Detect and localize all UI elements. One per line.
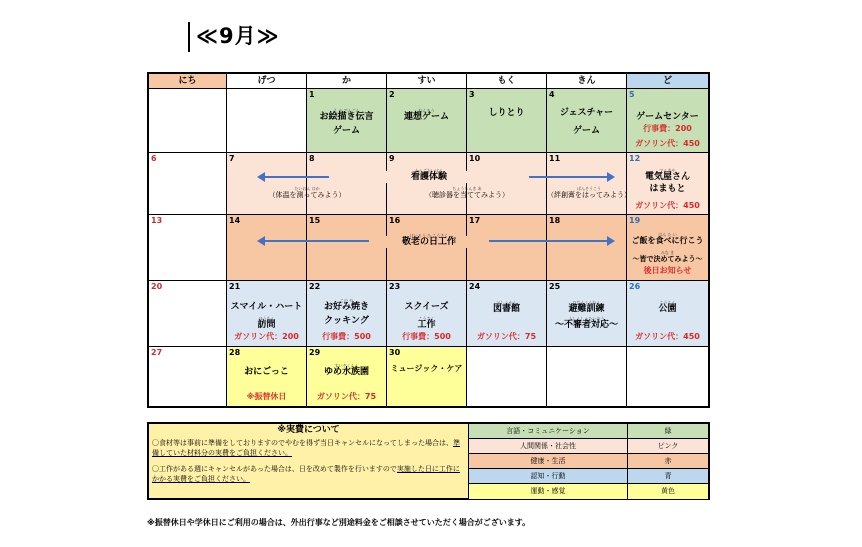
paragraph-underline: 準備していた材料分の実費をご負担ください。 [152, 439, 460, 457]
cost-notice-paragraph-1 [152, 438, 465, 458]
date-number: 6 [151, 154, 157, 163]
cost-notice-paragraph-2 [152, 464, 465, 484]
day-cell-29 [307, 347, 387, 406]
activity-text: ～皆で決めてみよう～ [632, 255, 703, 263]
date-number: 2 [389, 90, 395, 99]
gas-fee: ガソリン代：450 [635, 332, 700, 341]
date-number: 11 [549, 154, 561, 163]
activity-text: お好み焼き [323, 302, 369, 312]
activity-text: 避難訓練 [568, 304, 605, 314]
activity-label-line2 [387, 316, 466, 331]
activity-text: 看護体験 [410, 172, 447, 182]
footer-note: ※振替休日や学休日にご利用の場合は、外出行事など別途料金をご相談させていただく場合がございます。 [147, 518, 531, 527]
activity-label [627, 232, 708, 247]
date-number: 19 [629, 216, 641, 225]
day-cell-6 [149, 153, 227, 215]
weekday-header-fri: きん [547, 74, 627, 89]
date-number: 22 [309, 282, 321, 291]
gas-fee: ガソリン代：75 [316, 392, 377, 401]
date-number: 28 [229, 348, 241, 357]
day-cell-2 [387, 89, 467, 153]
activity-text: （体温を測ってみよう） [268, 191, 346, 199]
day-cell-25 [547, 281, 627, 347]
activity-label-line2 [627, 250, 708, 265]
date-number: 17 [469, 216, 481, 225]
legend-color: 青 [628, 469, 708, 484]
span-event-note-2 [387, 186, 547, 201]
day-cell-14 [227, 215, 307, 281]
day-cell-4 [547, 89, 627, 153]
date-number: 23 [389, 282, 401, 291]
ruby-text: はん た い [658, 232, 677, 237]
ruby-text: ひなんくんれん [572, 300, 601, 305]
activity-label-line2 [227, 316, 306, 331]
cost-notice-title: ※実費について [277, 425, 340, 435]
date-number: 21 [229, 282, 241, 291]
date-number: 1 [309, 90, 315, 99]
day-cell-3 [467, 89, 547, 153]
legend-category: 人間関係・社会性 [469, 439, 628, 454]
day-cell-23 [387, 281, 467, 347]
ruby-text: こうさく [418, 316, 435, 321]
activity-label: しりとり [488, 108, 525, 118]
day-cell-18 [547, 215, 627, 281]
ruby-text: かんごたいけん [414, 168, 443, 173]
activity-label [627, 168, 708, 183]
activity-label-line2: はまもと [649, 184, 686, 194]
gas-fee: ガソリン代：450 [635, 201, 700, 210]
date-number: 13 [151, 216, 163, 225]
day-cell-16 [387, 215, 467, 281]
date-number: 18 [549, 216, 561, 225]
day-cell-13 [149, 215, 227, 281]
ruby-text: たいおん はか [294, 186, 320, 191]
activity-text: 公園 [658, 304, 677, 314]
legend-color: ピンク [628, 439, 708, 454]
day-cell-21 [227, 281, 307, 347]
date-number: 26 [629, 282, 641, 291]
weekday-header-wed: すい [387, 74, 467, 89]
day-cell-19 [627, 215, 708, 281]
activity-label: おにごっこ [244, 367, 289, 377]
date-number: 30 [389, 348, 401, 357]
paragraph-underline: 実施した日に工作にかかる実費をご負担ください。 [152, 465, 460, 483]
day-cell-5 [627, 89, 708, 153]
announce-later: 後日お知らせ [643, 266, 692, 275]
day-cell-empty [627, 347, 708, 406]
gas-fee: ガソリン代：450 [635, 139, 700, 148]
ruby-text: ほうもん [258, 316, 275, 321]
activity-text: （聴診器を当ててみよう） [425, 191, 509, 199]
cost-notice [149, 424, 469, 498]
event-fee: 行事費：500 [402, 332, 451, 341]
activity-text: 敬老の日工作 [401, 237, 456, 247]
day-cell-1 [307, 89, 387, 153]
legend-color: 赤 [628, 454, 708, 469]
activity-label: スマイル・ハート [230, 302, 303, 312]
activity-text: ご飯を食べに行こう [631, 236, 704, 245]
date-number: 29 [309, 348, 321, 357]
date-number: 5 [629, 90, 635, 99]
date-number: 25 [549, 282, 561, 291]
span-event-note-3 [547, 186, 631, 201]
date-number: 24 [469, 282, 481, 291]
day-cell-20 [149, 281, 227, 347]
span-event-title [369, 233, 489, 248]
day-cell-empty [149, 89, 227, 153]
weekday-header-sun: にち [149, 74, 227, 89]
activity-label [627, 300, 708, 315]
day-cell-30 [387, 347, 467, 406]
ruby-text: けいろう ひ こうさく [409, 233, 449, 238]
substitute-holiday-note: ※振替休日 [246, 392, 287, 401]
weekday-header-thu: もく [467, 74, 547, 89]
legend-color: 黄色 [628, 484, 708, 499]
date-number: 3 [469, 90, 475, 99]
activity-text: お絵描き伝言 [319, 112, 374, 122]
ruby-text: みな き [660, 250, 675, 255]
ruby-text: でんきや [659, 168, 676, 173]
span-event-title [329, 168, 529, 183]
day-cell-26 [627, 281, 708, 347]
span-event-note-1 [227, 186, 387, 201]
legend-color: 緑 [628, 424, 708, 439]
day-cell-12 [627, 153, 708, 215]
activity-label: スクイーズ [404, 302, 449, 312]
ruby-text: え か でんごん [333, 108, 360, 113]
day-cell-28 [227, 347, 307, 406]
activity-label: ゲームセンター [636, 112, 699, 122]
weekday-header-tue: か [307, 74, 387, 89]
gas-fee: ガソリン代：200 [234, 332, 299, 341]
day-cell-22 [307, 281, 387, 347]
activity-text: 図書館 [492, 304, 520, 314]
calendar [147, 72, 710, 408]
activity-label-line2 [547, 316, 626, 331]
activity-label: ミュージック・ケア [390, 364, 463, 373]
ruby-text: としょかん [496, 300, 517, 305]
day-cell-empty [467, 347, 547, 406]
date-number: 12 [629, 154, 641, 163]
day-cell-17 [467, 215, 547, 281]
activity-text: 連想ゲーム [403, 112, 449, 122]
activity-label: ジェスチャー [559, 108, 614, 118]
activity-label [307, 108, 386, 123]
legend-box [147, 422, 710, 500]
day-cell-24 [467, 281, 547, 347]
activity-label [467, 300, 546, 315]
activity-text: 電気屋さん [644, 172, 690, 182]
activity-text: ～不審者対応～ [554, 320, 618, 330]
day-cell-empty [227, 89, 307, 153]
date-number: 14 [229, 216, 241, 225]
legend-category: 運動・感覚 [469, 484, 628, 499]
day-cell-15 [307, 215, 387, 281]
legend-category: 言語・コミュニケーション [469, 424, 628, 439]
activity-text: （絆創膏をはってみよう） [547, 191, 631, 199]
ruby-text: ばんそうこう [577, 186, 601, 191]
activity-text: 工作 [417, 320, 436, 330]
event-fee: 行事費：500 [322, 332, 371, 341]
ruby-text: こうえん [659, 300, 676, 305]
date-number: 27 [151, 348, 163, 357]
date-number: 7 [229, 154, 235, 163]
date-number: 9 [389, 154, 395, 163]
paragraph-text: 〇食材等は事前に準備をしておりますのでやむを得ず当日キャンセルになってしまった場合は、 [152, 439, 453, 447]
date-number: 4 [549, 90, 555, 99]
activity-label-line2: クッキング [324, 316, 369, 326]
event-fee: 行事費：200 [643, 124, 692, 133]
page-title [188, 22, 280, 52]
day-cell-empty [547, 347, 627, 406]
weekday-header-sat: ど [627, 74, 708, 89]
title-text: ≪9月≫ [196, 24, 280, 48]
activity-label-line2: ゲーム [332, 126, 360, 136]
date-number: 20 [151, 282, 163, 291]
date-number: 16 [389, 216, 401, 225]
ruby-text: ちょうしんき あ [452, 186, 482, 191]
ruby-text: この や [339, 298, 354, 303]
weekday-header-mon: げつ [227, 74, 307, 89]
activity-label-line2: ゲーム [572, 126, 600, 136]
gas-fee: ガソリン代：75 [476, 332, 537, 341]
day-cell-27 [149, 347, 227, 406]
legend-category: 認知・行動 [469, 469, 628, 484]
date-number: 10 [469, 154, 481, 163]
activity-text: 訪問 [257, 320, 276, 330]
ruby-text: れんそう [418, 108, 435, 113]
paragraph-text: 〇工作がある週にキャンセルがあった場合は、日を改めて製作を行いますので [152, 465, 397, 473]
ruby-text: ふしんしゃたいおう [568, 316, 605, 321]
legend-category: 健康・生活 [469, 454, 628, 469]
date-number: 15 [309, 216, 321, 225]
activity-label [387, 108, 466, 123]
activity-text: ゆめ水族園 [323, 367, 369, 377]
activity-label [307, 363, 386, 378]
activity-label [307, 298, 386, 313]
ruby-text: すいぞくえん [334, 363, 359, 368]
date-number: 8 [309, 154, 315, 163]
